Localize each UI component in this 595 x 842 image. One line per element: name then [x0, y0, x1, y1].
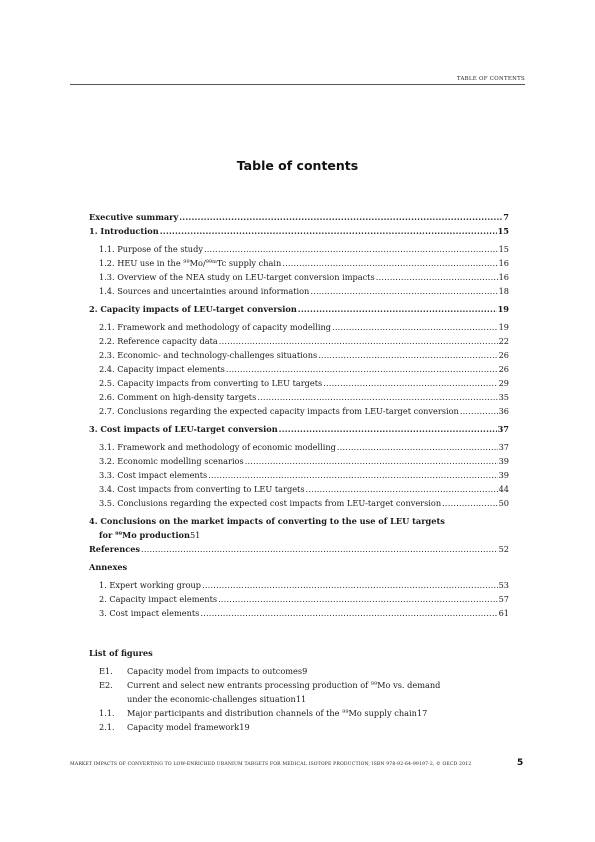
toc-entry-label: 3.5. Conclusions regarding the expected cost impacts from LEU-target conversion: [99, 498, 442, 508]
toc-page-number: 39: [498, 470, 509, 480]
toc-entry-annex-1[interactable]: [89, 578, 509, 592]
toc-entry-chapter-1[interactable]: [89, 224, 509, 238]
leader-dots: [226, 362, 498, 376]
toc-page-number: 50: [498, 498, 509, 508]
toc-entry-chapter-3[interactable]: [89, 422, 509, 436]
label-part: Mo/: [189, 258, 206, 268]
toc-entry-label: 2.7. Conclusions regarding the expected capacity impacts from LEU-target conversion: [99, 406, 459, 416]
figure-label-line-2: [99, 692, 509, 706]
header-rule: [70, 84, 525, 85]
leader-dots: [208, 468, 497, 482]
leader-dots: [442, 496, 497, 510]
leader-dots: [141, 542, 498, 556]
toc-entry-references[interactable]: [89, 542, 509, 556]
toc-page-number: 19: [498, 322, 509, 332]
superscript: 99: [115, 531, 123, 537]
table-of-contents: [89, 210, 509, 734]
toc-page-number: 37: [498, 442, 509, 452]
toc-entry-3-1[interactable]: [89, 440, 509, 454]
toc-page-number: 37: [497, 424, 509, 434]
figure-label: Capacity model framework: [127, 722, 240, 732]
toc-entry-label: 3. Cost impacts of LEU-target conversion: [89, 424, 278, 434]
toc-entry-label: 1.4. Sources and uncertainties around information: [99, 286, 310, 296]
toc-page-number: 51: [189, 530, 201, 540]
toc-entry-1-2[interactable]: [89, 256, 509, 270]
page-number: 5: [517, 758, 524, 768]
toc-entry-label: 2.6. Comment on high-density targets: [99, 392, 257, 402]
toc-page-number: 61: [498, 608, 509, 618]
toc-entry-label: [99, 256, 281, 270]
toc-entry-3-2[interactable]: [89, 454, 509, 468]
toc-entry-label: 3.4. Cost impacts from converting to LEU targets: [99, 484, 305, 494]
figure-label-line-1: [99, 678, 509, 692]
leader-dots: [200, 606, 497, 620]
toc-page-number: 7: [503, 212, 509, 222]
leader-dots: [306, 482, 498, 496]
toc-page-number: 39: [498, 456, 509, 466]
toc-entry-2-2[interactable]: [89, 334, 509, 348]
toc-entry-annex-3[interactable]: [89, 606, 509, 620]
toc-entry-label: 3.1. Framework and methodology of economic modelling: [99, 442, 336, 452]
leader-dots: [460, 404, 498, 418]
label-part: Tc supply chain: [216, 258, 282, 268]
label-part: 1.2. HEU use in the: [99, 258, 184, 268]
toc-entry-label: 2.5. Capacity impacts from converting to LEU targets: [99, 378, 323, 388]
leader-dots: [218, 592, 498, 606]
toc-entry-label: 1.3. Overview of the NEA study on LEU-target conversion impacts: [99, 272, 375, 282]
toc-entry-label: 3.3. Cost impact elements: [99, 470, 208, 480]
toc-page-number: 15: [497, 226, 509, 236]
toc-entry-annex-2[interactable]: [89, 592, 509, 606]
leader-dots: [160, 224, 497, 238]
toc-entry-label: 4. Conclusions on the market impacts of converting to the use of LEU targets: [89, 516, 445, 526]
toc-page-number: 26: [498, 350, 509, 360]
toc-page-number: 22: [498, 336, 509, 346]
superscript: 99: [183, 259, 190, 265]
figure-entry-e2[interactable]: [89, 678, 509, 706]
leader-dots: [282, 256, 497, 270]
toc-page-number: 44: [498, 484, 509, 494]
leader-dots: [318, 348, 497, 362]
toc-page-number: 26: [498, 364, 509, 374]
figure-entry-2-1[interactable]: [89, 720, 509, 734]
toc-entry-3-4[interactable]: [89, 482, 509, 496]
toc-entry-label: 2.2. Reference capacity data: [99, 336, 218, 346]
running-head: TABLE OF CONTENTS: [456, 76, 525, 82]
label-part: for: [99, 530, 116, 540]
figure-number: 1.1.: [99, 708, 115, 718]
label-part: Mo production: [122, 530, 190, 540]
toc-page-number: 57: [498, 594, 509, 604]
toc-page-number: 15: [498, 244, 509, 254]
toc-entry-label: 2.1. Framework and methodology of capacity modelling: [99, 322, 332, 332]
toc-entry-1-4[interactable]: [89, 284, 509, 298]
toc-page-number: 35: [498, 392, 509, 402]
figure-label: [127, 678, 440, 692]
toc-entry-executive-summary[interactable]: [89, 210, 509, 224]
figure-label-continued: under the economic-challenges situation: [127, 694, 296, 704]
toc-entry-1-3[interactable]: [89, 270, 509, 284]
figure-number: E2.: [99, 680, 113, 690]
leader-dots: [257, 390, 497, 404]
toc-entry-label: 2. Capacity impact elements: [99, 594, 218, 604]
toc-entry-label: Annexes: [89, 562, 128, 572]
leader-dots: [179, 210, 502, 224]
leader-dots: [337, 440, 498, 454]
toc-entry-label: Executive summary: [89, 212, 179, 222]
leader-dots: [245, 454, 498, 468]
toc-entry-label: 1. Expert working group: [99, 580, 202, 590]
figure-page-number: 17: [416, 708, 428, 718]
superscript: 99m: [205, 259, 217, 265]
toc-entry-label: 2.3. Economic- and technology-challenges situations: [99, 350, 318, 360]
label-text: [99, 528, 190, 542]
toc-page-number: 52: [498, 544, 509, 554]
superscript: 99: [342, 709, 349, 715]
toc-entry-2-5[interactable]: [89, 376, 509, 390]
figure-label: Capacity model from impacts to outcomes: [127, 666, 303, 676]
leader-dots: [332, 320, 498, 334]
list-of-figures-heading: List of figures: [89, 648, 153, 658]
toc-entry-label: 1.1. Purpose of the study: [99, 244, 203, 254]
toc-page-number: 36: [498, 406, 509, 416]
toc-entry-3-3[interactable]: [89, 468, 509, 482]
label-part: Major participants and distribution channels of the: [127, 708, 343, 718]
figure-page-number: 11: [295, 694, 307, 704]
figure-entry-1-1[interactable]: [89, 706, 509, 720]
toc-entry-chapter-4[interactable]: [89, 514, 509, 542]
figure-page-number: 19: [239, 722, 250, 732]
leader-dots: [298, 302, 497, 316]
figure-label: [127, 706, 417, 720]
section-spacer: [89, 620, 509, 642]
leader-dots: [323, 376, 497, 390]
toc-entry-2-6[interactable]: [89, 390, 509, 404]
toc-entry-label: 3. Cost impact elements: [99, 608, 200, 618]
toc-page-number: 29: [498, 378, 509, 388]
toc-entry-label: 3.2. Economic modelling scenarios: [99, 456, 244, 466]
leader-dots: [376, 270, 498, 284]
toc-entry-1-1[interactable]: [89, 242, 509, 256]
toc-page-number: 18: [498, 286, 509, 296]
toc-entry-annexes[interactable]: [89, 560, 509, 574]
toc-entry-label-continued: [89, 528, 509, 542]
figure-page-number: 9: [302, 666, 308, 676]
label-part: Mo vs. demand: [377, 680, 441, 690]
toc-entry-2-1[interactable]: [89, 320, 509, 334]
toc-entry-2-4[interactable]: [89, 362, 509, 376]
figure-entry-e1[interactable]: [89, 664, 509, 678]
toc-page-number: 53: [498, 580, 509, 590]
toc-entry-label: References: [89, 544, 141, 554]
leader-dots: [202, 578, 498, 592]
figure-number: 2.1.: [99, 722, 115, 732]
toc-entry-label: 2.4. Capacity impact elements: [99, 364, 225, 374]
toc-page-number: 16: [498, 258, 509, 268]
toc-entry-chapter-2[interactable]: [89, 302, 509, 316]
toc-entry-3-5[interactable]: [89, 496, 509, 510]
leader-dots: [310, 284, 497, 298]
leader-dots: [219, 334, 498, 348]
toc-entry-2-3[interactable]: [89, 348, 509, 362]
page-title: Table of contents: [236, 158, 359, 173]
figure-number: E1.: [99, 666, 113, 676]
page-footer: MARKET IMPACTS OF CONVERTING TO LOW-ENRICHED URANIUM TARGETS FOR MEDICAL ISOTOPE PRODUCTION, ISBN 978-92-64-99197-2, © OECD 2012: [70, 762, 472, 767]
leader-dots: [279, 422, 497, 436]
label-part: Current and select new entrants processing production of: [127, 680, 371, 690]
superscript: 99: [370, 681, 378, 687]
label-part: Mo supply chain: [348, 708, 417, 718]
toc-page-number: 19: [497, 304, 509, 314]
toc-page-number: 16: [498, 272, 509, 282]
toc-entry-label: 1. Introduction: [89, 226, 159, 236]
leader-dots: [204, 242, 498, 256]
toc-entry-label: 2. Capacity impacts of LEU-target conversion: [89, 304, 297, 314]
toc-entry-2-7[interactable]: [89, 404, 509, 418]
